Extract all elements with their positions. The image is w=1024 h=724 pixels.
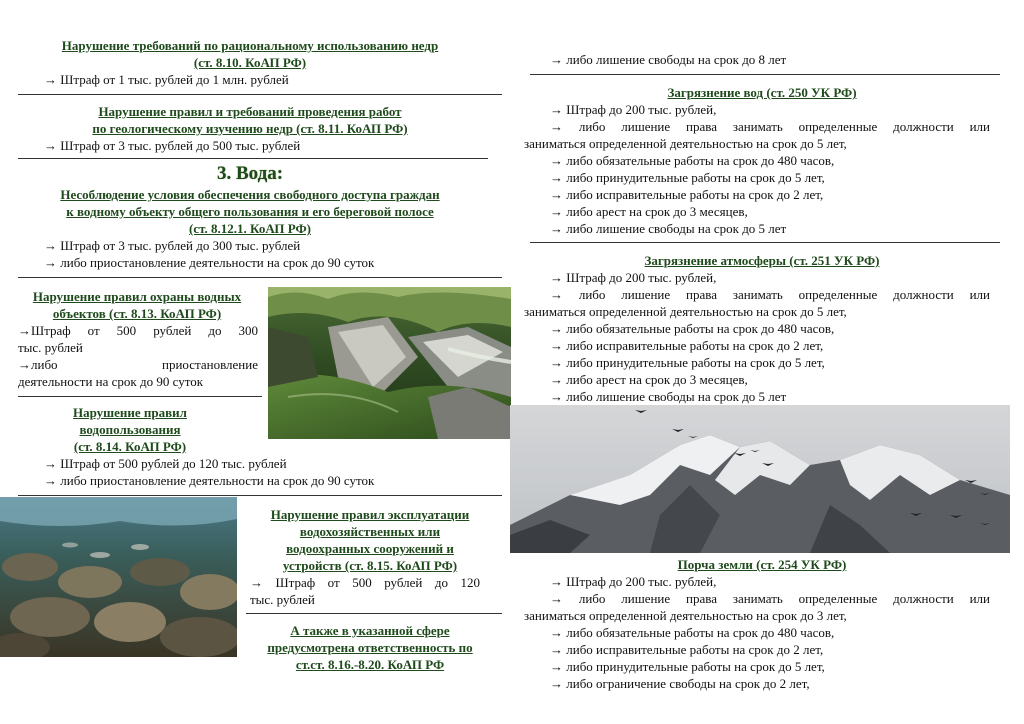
penalty-line: → Штраф от 1 тыс. рублей до 1 млн. рублей	[44, 72, 289, 87]
divider	[18, 94, 502, 95]
penalty-line-cont: тыс. рублей	[250, 592, 315, 607]
section-article-8-12-1: (ст. 8.12.1. КоАП РФ)	[189, 221, 311, 236]
section-title-8-11: Нарушение правил и требований проведения работ	[98, 104, 402, 119]
penalty-line: → либо ограничение свободы на срок до 2 лет,	[550, 676, 810, 691]
divider	[18, 396, 262, 397]
divider	[530, 74, 1000, 75]
section-title-250: Загрязнение вод (ст. 250 УК РФ)	[667, 85, 857, 100]
section-title-8-16-cont: предусмотрена ответственность по	[267, 640, 473, 655]
underwater-stream-photo	[0, 497, 237, 657]
penalty-line: → либо лишение свободы на срок до 8 лет	[550, 52, 787, 67]
penalty-line-cont: заниматься определенной деятельностью на срок до 5 лет,	[524, 304, 847, 319]
penalty-line: → либо обязательные работы на срок до 480 часов,	[550, 625, 835, 640]
penalty-line: → либо лишение права занимать определенные должности или	[550, 591, 990, 606]
penalty-line: → либо принудительные работы на срок до 5 лет,	[550, 659, 825, 674]
penalty-line: → либо лишение свободы на срок до 5 лет	[550, 221, 787, 236]
penalty-line: → либо приостановление деятельности на срок до 90 суток	[44, 255, 375, 270]
section-title-8-13: Нарушение правил охраны водных	[32, 289, 242, 304]
section-title-8-12-1-cont: к водному объекту общего пользования и его береговой полосе	[66, 204, 434, 219]
section-article-8-11: по геологическому изучению недр (ст. 8.11. КоАП РФ)	[92, 121, 408, 136]
section-title-8-15-cont2: водоохранных сооружений и	[286, 541, 454, 556]
penalty-line: → либо лишение свободы на срок до 5 лет	[550, 389, 787, 404]
section-title-8-16: А также в указанной сфере	[290, 623, 450, 638]
penalty-line: → либо исправительные работы на срок до 2 лет,	[550, 187, 824, 202]
section-article-8-15: устройств (ст. 8.15. КоАП РФ)	[282, 558, 458, 573]
penalty-line-cont: заниматься определенной деятельностью на срок до 3 лет,	[524, 608, 847, 623]
snowy-mountain-photo	[510, 405, 1010, 553]
section-title-8-10: Нарушение требований по рациональному использованию недр	[61, 38, 439, 53]
river-rocks-photo	[268, 287, 511, 439]
penalty-line: → Штраф от 3 тыс. рублей до 500 тыс. рублей	[44, 138, 301, 153]
penalty-line: → либо принудительные работы на срок до 5 лет,	[550, 355, 825, 370]
penalty-line: → либо исправительные работы на срок до 2 лет,	[550, 338, 824, 353]
penalty-line: → либо арест на срок до 3 месяцев,	[550, 372, 748, 387]
water-section-heading: 3. Вода:	[216, 163, 284, 184]
penalty-line: → либо лишение права занимать определенные должности или	[550, 287, 990, 302]
penalty-line: → либо принудительные работы на срок до 5 лет,	[550, 170, 825, 185]
section-title-251: Загрязнение атмосферы (ст. 251 УК РФ)	[644, 253, 880, 268]
section-title-8-14: Нарушение правил	[73, 405, 187, 420]
penalty-line: → Штраф от 500 рублей до 120	[250, 575, 480, 590]
section-article-8-16: ст.ст. 8.16.-8.20. КоАП РФ	[295, 657, 445, 672]
section-title-8-12-1: Несоблюдение условия обеспечения свободного доступа граждан	[60, 187, 440, 202]
divider	[18, 495, 502, 496]
penalty-line: → либо приостановление деятельности на срок до 90 суток	[44, 473, 375, 488]
divider	[18, 158, 488, 159]
penalty-line: →либо приостановление	[18, 357, 258, 372]
section-article-8-13: объектов (ст. 8.13. КоАП РФ)	[52, 306, 222, 321]
penalty-line: → либо обязательные работы на срок до 480 часов,	[550, 321, 835, 336]
penalty-line: → либо арест на срок до 3 месяцев,	[550, 204, 748, 219]
section-article-8-10: (ст. 8.10. КоАП РФ)	[193, 55, 307, 70]
section-title-8-14-cont: водопользования	[79, 422, 181, 437]
penalty-line: → Штраф от 500 рублей до 120 тыс. рублей	[44, 456, 287, 471]
section-article-8-14: (ст. 8.14. КоАП РФ)	[73, 439, 187, 454]
penalty-line-cont: тыс. рублей	[18, 340, 83, 355]
penalty-line-cont: заниматься определенной деятельностью на срок до 5 лет,	[524, 136, 847, 151]
penalty-line: → либо лишение права занимать определенные должности или	[550, 119, 990, 134]
divider	[18, 277, 502, 278]
penalty-line: → Штраф до 200 тыс. рублей,	[550, 270, 717, 285]
divider	[246, 613, 502, 614]
penalty-line: → либо обязательные работы на срок до 480 часов,	[550, 153, 835, 168]
penalty-line: → Штраф до 200 тыс. рублей,	[550, 102, 717, 117]
penalty-line: → либо исправительные работы на срок до 2 лет,	[550, 642, 824, 657]
penalty-line: →Штраф от 500 рублей до 300	[18, 323, 258, 338]
penalty-line-cont: деятельности на срок до 90 суток	[18, 374, 204, 389]
section-title-254: Порча земли (ст. 254 УК РФ)	[677, 557, 847, 572]
divider	[530, 242, 1000, 243]
section-title-8-15: Нарушение правил эксплуатации	[270, 507, 470, 522]
penalty-line: → Штраф от 3 тыс. рублей до 300 тыс. рублей	[44, 238, 301, 253]
section-title-8-15-cont1: водохозяйственных или	[299, 524, 441, 539]
penalty-line: → Штраф до 200 тыс. рублей,	[550, 574, 717, 589]
